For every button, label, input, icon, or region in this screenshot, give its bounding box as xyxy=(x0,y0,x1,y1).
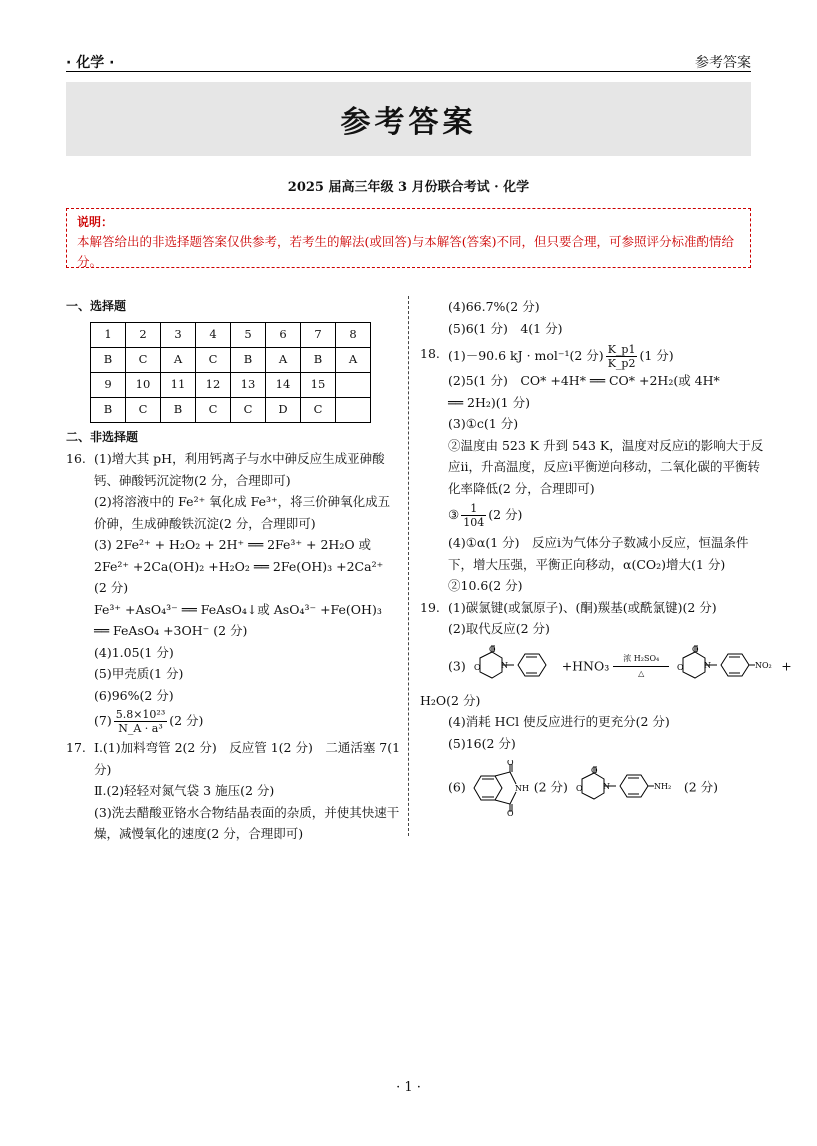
answer-line: (5)6(1 分) 4(1 分) xyxy=(448,320,563,336)
answer-line: (6)96%(2 分) xyxy=(94,687,174,703)
answer-line: ══ 2H₂)(1 分) xyxy=(448,394,530,410)
fraction-denominator: K_p2 xyxy=(607,357,636,370)
answer-line: (5)16(2 分) xyxy=(448,735,516,751)
part-label: ③ xyxy=(448,507,460,522)
answer-line: (2)将溶液中的 Fe²⁺ 氧化成 Fe³⁺，将三价砷氧化成五价砷，生成砷酸铁沉淀(2 分，合理即可) xyxy=(94,494,391,531)
table-cell: D xyxy=(266,397,301,422)
atom-label: O xyxy=(473,662,481,672)
answer-line xyxy=(448,343,765,370)
atom-label: N xyxy=(500,660,508,670)
table-cell: B xyxy=(231,347,266,372)
fraction-denominator: N_A · a³ xyxy=(118,722,163,735)
answer-line: (3)洗去醋酸亚铬水合物结晶表面的杂质，并使其快速干燥，减慢氧化的速度(2 分，合理即可) xyxy=(94,804,400,841)
atom-label: O xyxy=(575,784,583,793)
score: (2 分) xyxy=(169,713,204,728)
table-row xyxy=(91,347,371,372)
note-text: 本解答给出的非选择题答案仅供参考，若考生的解法(或回答)与本解答(答案)不同，但只要合理，可参照评分标准酌情给分。 xyxy=(77,234,735,269)
fraction xyxy=(114,708,168,735)
page-number: · 1 · xyxy=(396,1080,421,1095)
table-cell xyxy=(336,372,371,397)
answer-line: ②温度由 523 K 升到 543 K，温度对反应ⅰ的影响大于反应ⅱ，升高温度，反应ⅰ平衡逆向移动，二氧化碳的平衡转化率降低(2 分，合理即可) xyxy=(448,437,764,496)
header-rule xyxy=(66,71,751,72)
banner-title: 参考答案 xyxy=(340,105,477,140)
table-cell: C xyxy=(301,397,336,422)
table-cell: 7 xyxy=(301,322,336,347)
table-cell: 5 xyxy=(231,322,266,347)
question-number: 17. xyxy=(66,740,86,755)
table-cell: A xyxy=(336,347,371,372)
table-cell: C xyxy=(196,397,231,422)
right-column xyxy=(420,296,792,816)
question-17 xyxy=(66,737,402,845)
table-cell: 12 xyxy=(196,372,231,397)
question-number: 16. xyxy=(66,451,86,466)
table-row xyxy=(91,372,371,397)
table-cell: 1 xyxy=(91,322,126,347)
answer-table xyxy=(90,322,371,423)
fraction xyxy=(461,502,486,529)
answer-line: (4)1.05(1 分) xyxy=(94,644,174,660)
answer-line xyxy=(448,502,765,529)
table-cell: C xyxy=(126,347,161,372)
answer-line: (4)66.7%(2 分) xyxy=(448,299,540,314)
table-cell xyxy=(336,397,371,422)
table-row xyxy=(91,397,371,422)
answer-line xyxy=(94,708,402,735)
atom-label: N xyxy=(704,660,712,670)
reaction-condition: △ xyxy=(638,669,645,678)
question-19 xyxy=(420,597,792,817)
table-cell: 2 xyxy=(126,322,161,347)
table-cell: 15 xyxy=(301,372,336,397)
score: (2 分) xyxy=(683,779,719,795)
score: (2 分) xyxy=(533,779,568,795)
table-cell: C xyxy=(196,347,231,372)
answer-line: ②10.6(2 分) xyxy=(448,578,523,593)
question-number: 19. xyxy=(420,599,440,615)
atom-label: NH xyxy=(514,784,529,793)
atom-label: O xyxy=(506,760,514,767)
table-cell: 6 xyxy=(266,322,301,347)
exam-title: 2025 届高三年级 3 月份联合考试 · 化学 xyxy=(287,180,530,195)
plus-sign: + xyxy=(781,658,792,673)
reaction-condition: 浓 H₂SO₄ xyxy=(623,654,660,663)
answer-line: (3)①c(1 分) xyxy=(448,416,519,431)
answer-line: Ⅱ.(2)轻轻对氮气袋 3 施压(2 分) xyxy=(94,783,275,798)
nitro-product-structure xyxy=(673,644,777,690)
table-cell: 3 xyxy=(161,322,196,347)
answer-line: (2)取代反应(2 分) xyxy=(448,621,550,636)
subject-label: · 化学 · xyxy=(66,55,115,71)
atom-label: O xyxy=(506,809,514,816)
header-right-label: 参考答案 xyxy=(695,55,751,71)
score: (1 分) xyxy=(639,348,674,363)
table-cell: C xyxy=(231,397,266,422)
left-column xyxy=(66,296,402,845)
table-cell: B xyxy=(91,347,126,372)
title-banner xyxy=(66,82,751,156)
table-cell: 9 xyxy=(91,372,126,397)
section-nonchoice-title: 二、非选择题 xyxy=(66,429,139,444)
table-cell: 13 xyxy=(231,372,266,397)
answer-text: (1)－90.6 kJ · mol⁻¹(2 分) xyxy=(448,348,604,363)
part-label: (7) xyxy=(94,713,112,728)
reagent: +HNO₃ xyxy=(561,658,610,673)
score: (2 分) xyxy=(488,507,523,522)
answer-line: H₂O(2 分) xyxy=(420,692,481,708)
part-label: (6) xyxy=(448,779,466,795)
answer-line: Fe³⁺ +AsO₄³⁻ ══ FeAsO₄↓或 AsO₄³⁻ +Fe(OH)₃ xyxy=(94,601,382,617)
atom-label: O xyxy=(590,766,598,775)
table-cell: 4 xyxy=(196,322,231,347)
answer-line: (2)5(1 分) CO* +4H* ══ CO* +2H₂(或 4H* xyxy=(448,373,720,388)
table-cell: 11 xyxy=(161,372,196,397)
fraction-numerator: 1 xyxy=(461,502,486,516)
table-cell: 10 xyxy=(126,372,161,397)
fraction-numerator: 5.8×10²³ xyxy=(115,708,166,721)
note-title: 说明： xyxy=(77,215,114,229)
aminophenyl-morpholinone-structure xyxy=(572,765,680,811)
table-cell: C xyxy=(126,397,161,422)
morpholinone-phenyl-structure xyxy=(470,644,558,690)
table-cell: A xyxy=(161,347,196,372)
section-choice-title: 一、选择题 xyxy=(66,299,127,313)
answer-line: (3) 2Fe²⁺ + H₂O₂ + 2H⁺ ══ 2Fe³⁺ + 2H₂O 或 xyxy=(94,537,372,552)
table-cell: B xyxy=(91,397,126,422)
question-16 xyxy=(66,448,402,735)
table-row xyxy=(91,322,371,347)
part-label: (3) xyxy=(448,658,466,673)
answer-line: (1)增大其 pH，利用钙离子与水中砷反应生成亚砷酸钙、砷酸钙沉淀物(2 分，合理即可) xyxy=(94,451,385,488)
atom-label: N xyxy=(602,782,610,791)
amine-label: NH₂ xyxy=(653,782,672,791)
fraction xyxy=(606,343,638,370)
reaction-equation xyxy=(448,644,792,690)
answer-line: 2Fe²⁺ +2Ca(OH)₂ +H₂O₂ ══ 2Fe(OH)₃ +2Ca²⁺ xyxy=(94,558,384,574)
arrow-shaft xyxy=(613,666,669,667)
fraction-denominator: 104 xyxy=(463,516,485,529)
fraction-numerator: K_p1 xyxy=(607,343,636,356)
table-cell: B xyxy=(301,347,336,372)
table-cell: B xyxy=(161,397,196,422)
nitro-label: NO₂ xyxy=(755,660,772,670)
reaction-arrow xyxy=(613,654,669,679)
answer-line: ══ FeAsO₄ +3OH⁻ (2 分) xyxy=(94,623,248,638)
table-cell: 8 xyxy=(336,322,371,347)
answer-line: (4)①α(1 分) 反应ⅰ为气体分子数减小反应，恒温条件下，增大压强，平衡正向移动，α(CO₂)增大(1 分) xyxy=(448,535,749,572)
structure-answers xyxy=(448,760,792,816)
atom-label: O xyxy=(677,662,684,672)
answer-line: (1)碳氯键(或氯原子)、(酮)羰基(或酰氯键)(2 分) xyxy=(448,599,717,615)
question-18 xyxy=(420,343,765,597)
table-cell: A xyxy=(266,347,301,372)
atom-label: O xyxy=(488,644,496,654)
table-cell: 14 xyxy=(266,372,301,397)
note-box xyxy=(66,208,751,268)
answer-line: (2 分) xyxy=(94,580,129,595)
answer-line: Ⅰ.(1)加料弯管 2(2 分) 反应管 1(2 分) 二通活塞 7(1 分) xyxy=(94,740,401,777)
column-divider xyxy=(408,296,409,836)
phthalimide-structure xyxy=(470,760,530,816)
question-number: 18. xyxy=(420,346,440,361)
answer-line: (5)甲壳质(1 分) xyxy=(94,666,184,681)
answer-line: (4)消耗 HCl 使反应进行的更充分(2 分) xyxy=(448,714,670,729)
atom-label: O xyxy=(692,644,699,654)
